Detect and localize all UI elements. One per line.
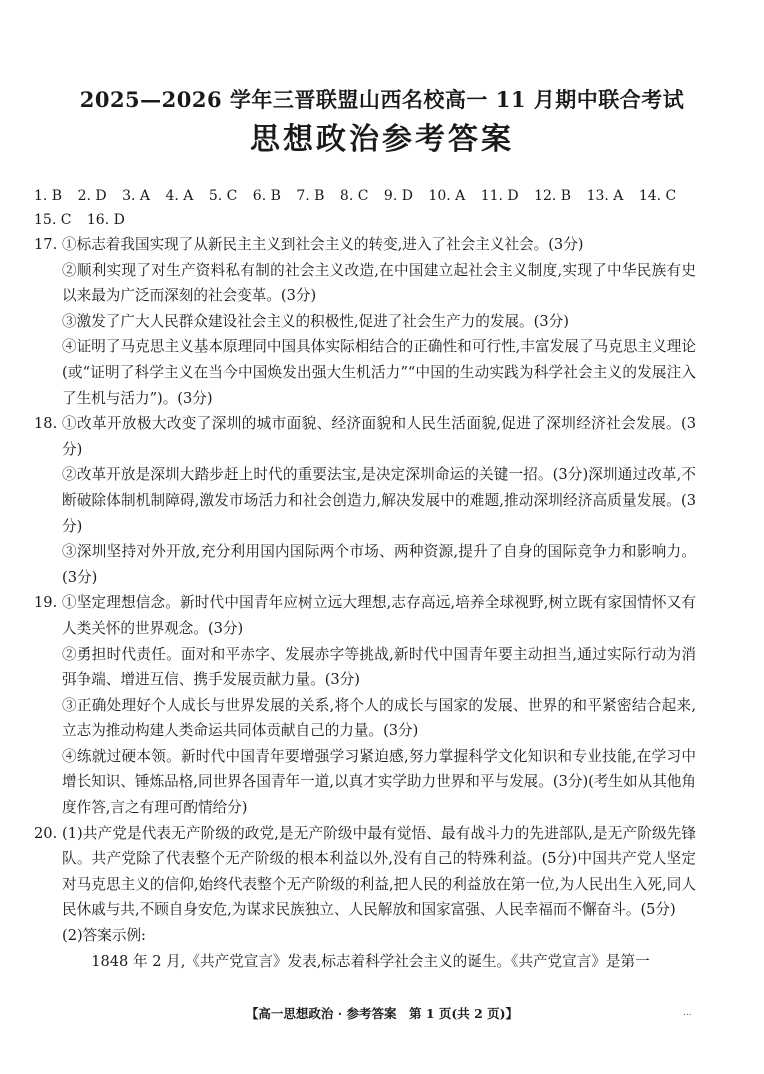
answer-point: ③正确处理好个人成长与世界发展的关系,将个人的成长与国家的发展、世界的和平紧密结合起来,立志为推动构建人类命运共同体贡献自己的力量。(3分) xyxy=(62,696,696,740)
question-18 xyxy=(34,411,696,590)
corner-mark: ... xyxy=(683,1008,692,1018)
answer-point: (1)共产党是代表无产阶级的政党,是无产阶级中最有觉悟、最有战斗力的先进部队,是无产阶级先锋队。共产党除了代表整个无产阶级的根本利益以外,没有自己的特殊利益。(5分)中国共产党人坚定对马克思主义的信仰,始终代表整个无产阶级的利益,把人民的利益放在第一位,为人民出生入死,同人民休戚与共,不顾自身安危,为谋求民族独立、人民解放和国家富强、人民幸福而不懈奋斗。(5分) xyxy=(62,824,696,919)
answer-point: ③深圳坚持对外开放,充分利用国内国际两个市场、两种资源,提升了自身的国际竞争力和影响力。(3分) xyxy=(62,543,696,586)
answer-point: ④证明了马克思主义基本原理同中国具体实际相结合的正确性和可行性,丰富发展了马克思主义理论(或“证明了科学主义在当今中国焕发出强大生机活力”“中国的生动实践为科学社会主义的发展注入了生机与活力”)。(3分) xyxy=(62,338,696,407)
mcq-answer: 16. D xyxy=(86,212,125,228)
mcq-answer: 4. A xyxy=(165,188,194,204)
mcq-answer: 8. C xyxy=(339,188,369,204)
mcq-answer: 11. D xyxy=(480,188,519,204)
mcq-answer: 1. B xyxy=(34,188,63,204)
mcq-answer: 2. D xyxy=(77,188,107,204)
question-number: 17. xyxy=(34,236,58,253)
answer-point: ③激发了广大人民群众建设社会主义的积极性,促进了社会生产力的发展。(3分) xyxy=(62,312,569,330)
answer-point: ①标志着我国实现了从新民主主义到社会主义的转变,进入了社会主义社会。(3分) xyxy=(62,236,584,253)
mcq-answer: 3. A xyxy=(122,188,150,204)
answer-point: (2)答案示例: xyxy=(62,927,146,945)
mcq-answer: 14. C xyxy=(638,188,677,204)
mcq-answer: 13. A xyxy=(586,188,624,204)
answer-body xyxy=(34,232,696,974)
mcq-answer: 9. D xyxy=(383,188,413,204)
question-number: 20. xyxy=(34,824,58,842)
answer-point: ②顺利实现了对生产资料私有制的社会主义改造,在中国建立起社会主义制度,实现了中华民族有史以来最为广泛而深刻的社会变革。(3分) xyxy=(62,261,696,305)
mcq-answer: 7. B xyxy=(296,188,325,204)
answer-example-line: 1848 年 2 月,《共产党宣言》发表,标志着科学社会主义的诞生。《共产党宣言》是第一 xyxy=(91,952,650,970)
question-number: 18. xyxy=(34,415,58,433)
question-19 xyxy=(34,590,696,820)
question-number: 19. xyxy=(34,594,58,612)
mcq-answer: 15. C xyxy=(34,212,72,228)
answer-point: ②改革开放是深圳大踏步赶上时代的重要法宝,是决定深圳命运的关键一招。(3分)深圳通过改革,不断破除体制机制障碍,激发市场活力和社会创造力,解决发展中的难题,推动深圳经济高质量发展。(3分) xyxy=(62,466,696,535)
mcq-answer: 12. B xyxy=(534,188,572,204)
answer-point: ④练就过硬本领。新时代中国青年要增强学习紧迫感,努力掌握科学文化知识和专业技能,在学习中增长知识、锤炼品格,同世界各国青年一道,以真才实学助力世界和平与发展。(3分)(考生如从其他角度作答,言之有理可酌情给分) xyxy=(62,747,696,817)
exam-title: 2025—2026 学年三晋联盟山西名校高一 11 月期中联合考试 xyxy=(79,87,685,112)
question-20 xyxy=(34,821,696,975)
mcq-answer: 10. A xyxy=(428,188,466,204)
mcq-answer: 6. B xyxy=(252,188,281,204)
page-footer: 【高一思想政治 · 参考答案 第 1 页(共 2 页)】 xyxy=(245,1006,519,1021)
question-17 xyxy=(34,232,696,411)
answer-point: ①坚定理想信念。新时代中国青年应树立远大理想,志存高远,培养全球视野,树立既有家国情怀又有人类关怀的世界观念。(3分) xyxy=(62,594,696,637)
document-title: 思想政治参考答案 xyxy=(250,122,514,157)
mcq-answer: 5. C xyxy=(208,188,238,204)
answer-point: ②勇担时代责任。面对和平赤字、发展赤字等挑战,新时代中国青年要主动担当,通过实际行动为消弭争端、增进互信、携手发展贡献力量。(3分) xyxy=(62,645,696,689)
multiple-choice-answers xyxy=(34,184,734,232)
answer-point: ①改革开放极大改变了深圳的城市面貌、经济面貌和人民生活面貌,促进了深圳经济社会发展。(3分) xyxy=(62,415,696,458)
